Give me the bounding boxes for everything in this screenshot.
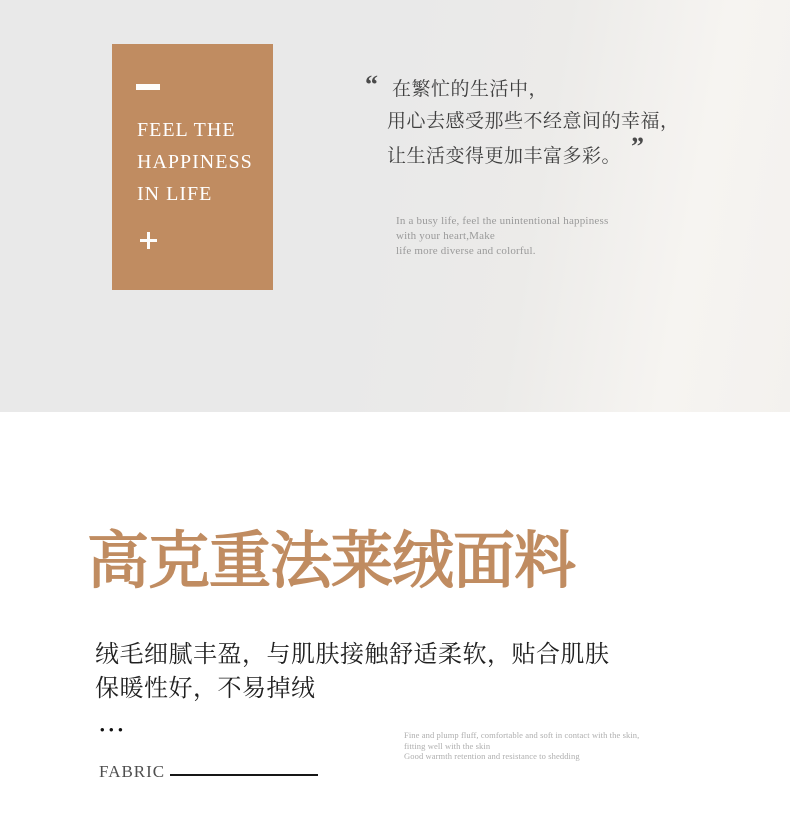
close-quote-mark: ” [631, 132, 645, 161]
hero-section [0, 0, 790, 412]
fabric-translation-line: fitting well with the skin [404, 740, 491, 751]
quote-translation [396, 214, 608, 259]
fabric-description-line: 保暖性好，不易掉绒 [95, 676, 316, 702]
quote-translation-line: In a busy life, feel the unintentional happiness [396, 215, 609, 227]
fabric-title: 高克重法莱绒面料 [87, 528, 576, 596]
fabric-label: FABRIC [99, 762, 166, 781]
divider-line [170, 774, 318, 776]
brand-card [112, 44, 273, 290]
quote-text: 在繁忙的生活中， [392, 79, 549, 100]
dash-icon [136, 84, 160, 90]
fabric-description-line: 绒毛细腻丰盈，与肌肤接触舒适柔软，贴合肌肤 [95, 642, 610, 668]
quote-translation-line: life more diverse and colorful. [396, 245, 536, 257]
card-slogan-line: FEEL THE [137, 119, 236, 141]
ellipsis-decoration: ••• [100, 722, 128, 737]
quote-text: 让生活变得更加丰富多彩。 [387, 146, 622, 167]
fabric-translation-line: Good warmth retention and resistance to shedding [404, 751, 580, 761]
fabric-description [95, 638, 610, 706]
quote-line [387, 132, 680, 173]
fabric-translation [404, 730, 639, 762]
fabric-translation-line: Fine and plump fluff, comfortable and soft in contact with the skin, [404, 730, 640, 740]
card-slogan [137, 114, 253, 210]
quote-translation-line: with your heart,Make [396, 230, 495, 242]
quote-text: 用心去感受那些不经意间的幸福， [387, 111, 680, 132]
open-quote-mark: “ [365, 70, 379, 99]
quote-block [365, 70, 680, 173]
plus-icon [140, 232, 157, 249]
quote-line [365, 70, 680, 106]
card-slogan-line: HAPPINESS [137, 151, 253, 173]
card-slogan-line: IN LIFE [137, 183, 213, 205]
